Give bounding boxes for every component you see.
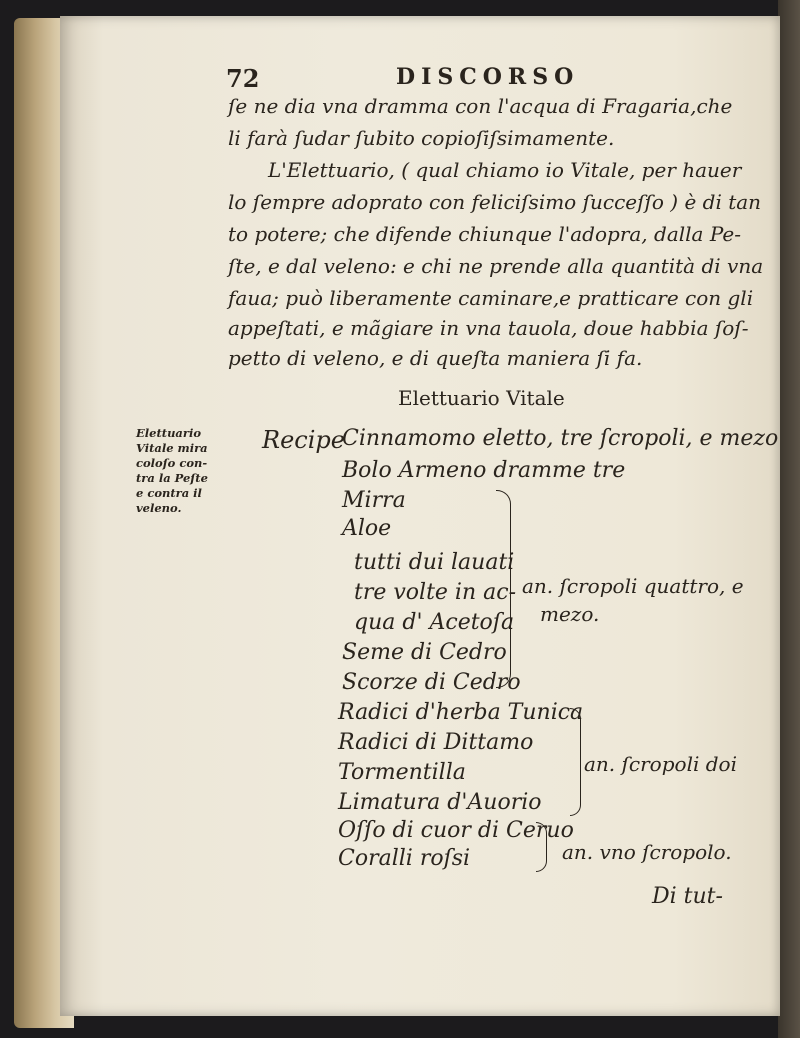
page-number: 72 [226,64,260,93]
body-line-1: ſe ne dia vna dramma con l'acqua di Fragaria,che [228,94,733,118]
margin-note-line: Vitale mira [136,441,208,455]
margin-note [136,426,246,516]
margin-note-line: e contra il [136,486,202,500]
body-line-6: ſte, e dal veleno: e chi ne prende alla quantità di vna [228,254,764,278]
dose-group-3: an. vno ſcropolo. [562,840,732,864]
dose-group-2: an. ſcropoli doi [584,752,737,776]
catchword: Di tut- [652,884,723,909]
facing-page-edge [778,0,800,1038]
margin-note-line: coloſo con- [136,456,208,470]
ingredient-line: Radici d'herba Tunica [338,700,584,725]
ingredient-line: Oſſo di cuor di Ceruo [338,818,574,843]
ingredient-line: Bolo Armeno dramme tre [342,458,626,483]
ingredient-line: Cinnamomo eletto, tre ſcropoli, e mezo [342,426,779,451]
margin-note-line: veleno. [136,501,182,515]
ingredient-line: Limatura d'Auorio [338,790,542,815]
dose-group-1-cont: mezo. [540,602,600,626]
body-line-4: lo ſempre adoprato con feliciſsimo ſucceſſo ) è di tan [228,190,762,214]
body-line-3: L'Elettuario, ( qual chiamo io Vitale, per hauer [268,158,742,182]
ingredient-line: Tormentilla [338,760,466,785]
recipe-word: Recipe [262,426,345,454]
body-line-2: li farà ſudar ſubito copioſiſsimamente. [228,126,615,150]
brace-group-2 [570,708,581,816]
brace-group-1 [496,490,511,688]
recipe-caption: Elettuario Vitale [398,386,565,410]
body-line-7: faua; può liberamente caminare,e pratticare con gli [228,286,754,310]
running-title: DISCORSO [396,64,580,90]
body-line-5: to potere; che difende chiunque l'adopra, dalla Pe- [228,222,741,246]
ingredient-line: Coralli roſsi [338,846,471,871]
brace-group-3 [536,822,547,872]
ingredient-line: tre volte in ac- [354,580,517,605]
ingredient-line: Seme di Cedro [342,640,507,665]
ingredient-line: qua d' Acetoſa [354,610,515,635]
ingredient-line: Mirra [342,488,406,513]
body-line-9: petto di veleno, e di queſta maniera ſi fa. [228,346,643,370]
body-line-8: appeſtati, e mãgiare in vna tauola, doue habbia ſoſ- [228,316,749,340]
margin-note-line: Elettuario [136,426,201,440]
ingredient-line: Aloe [342,516,392,541]
ingredient-line: Radici di Dittamo [338,730,534,755]
ingredient-line: tutti dui lauati [354,550,515,575]
dose-group-1: an. ſcropoli quattro, e [522,574,744,598]
margin-note-line: tra la Peſte [136,471,208,485]
ingredient-line: Scorze di Cedro [342,670,521,695]
